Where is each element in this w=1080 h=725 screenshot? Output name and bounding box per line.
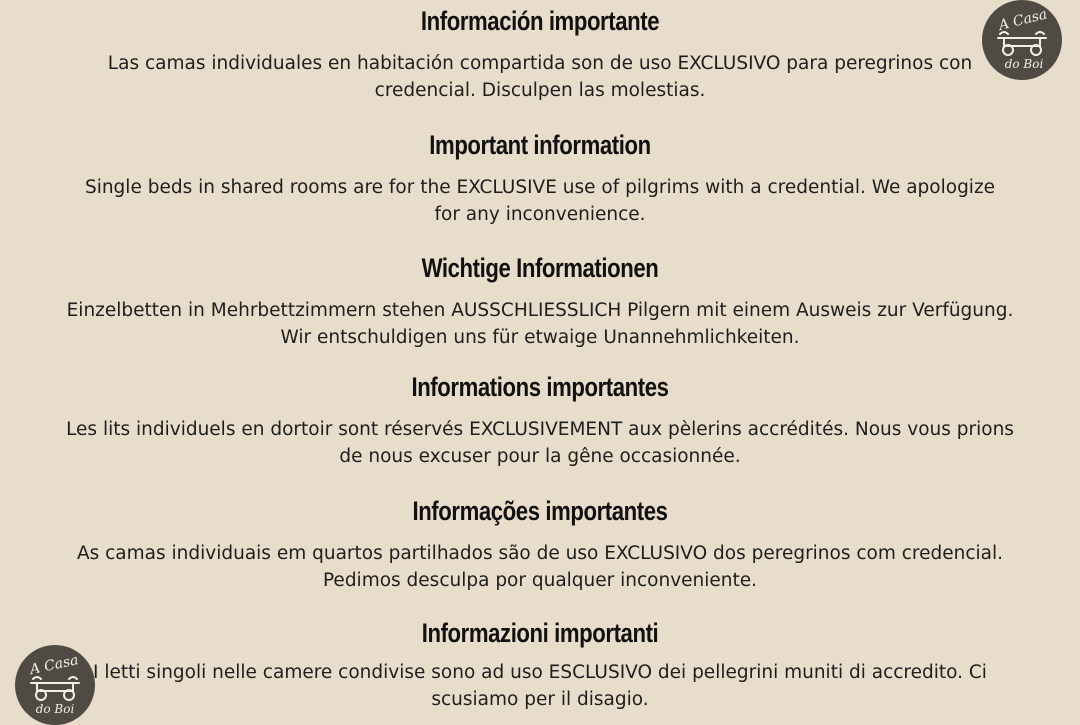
notice-text: Single beds in shared rooms are for the EXCLUSIVE use of pilgrims with a credential. We apologize for any inconvenience. (84, 177, 996, 225)
notice-heading: Important information (429, 130, 651, 160)
ox-cart-icon (982, 0, 1062, 80)
notice-text: Einzelbetten in Mehrbettzimmern stehen AUSSCHLIESSLICH Pilgern mit einem Ausweis zur Verfügung. Wir entschuldigen uns für etwaige Unannehmlichkeiten. (66, 300, 1014, 348)
notice-english (0, 128, 1080, 228)
logo-line-1: A Casa (28, 652, 80, 679)
notice-text: Les lits individuels en dortoir sont réservés EXCLUSIVEMENT aux pèlerins accrédités. Nous vous prions de nous excuser pour la gêne occasionnée. (66, 419, 1014, 467)
notice-heading: Informações importantes (412, 496, 668, 526)
notice-german (0, 251, 1080, 351)
notice-french (0, 370, 1080, 470)
notice-text: I letti singoli nelle camere condivise sono ad uso ESCLUSIVO dei pellegrini muniti di accredito. Ci scusiamo per il disagio. (93, 662, 987, 710)
notice-heading: Informazioni importanti (421, 618, 659, 648)
notice-portuguese (0, 494, 1080, 594)
notice-spanish (0, 4, 1080, 104)
notice-italian (0, 616, 1080, 713)
logo-line-2: do Boi (35, 702, 75, 716)
ox-cart-icon (15, 645, 95, 725)
notice-heading: Información importante (420, 6, 660, 36)
logo-line-1: A Casa (997, 6, 1049, 34)
logo-line-2: do Boi (1004, 57, 1044, 71)
notice-text: Las camas individuales en habitación compartida son de uso EXCLUSIVO para peregrinos con credencial. Disculpen las molestias. (107, 53, 973, 101)
notice-heading: Informations importantes (411, 372, 669, 402)
notice-text: As camas individuais em quartos partilhados são de uso EXCLUSIVO dos peregrinos com credencial. Pedimos desculpa por qualquer inconveniente. (76, 543, 1004, 591)
notice-heading: Wichtige Informationen (421, 253, 659, 283)
casa-do-boi-logo (15, 645, 95, 725)
casa-do-boi-logo (982, 0, 1062, 80)
